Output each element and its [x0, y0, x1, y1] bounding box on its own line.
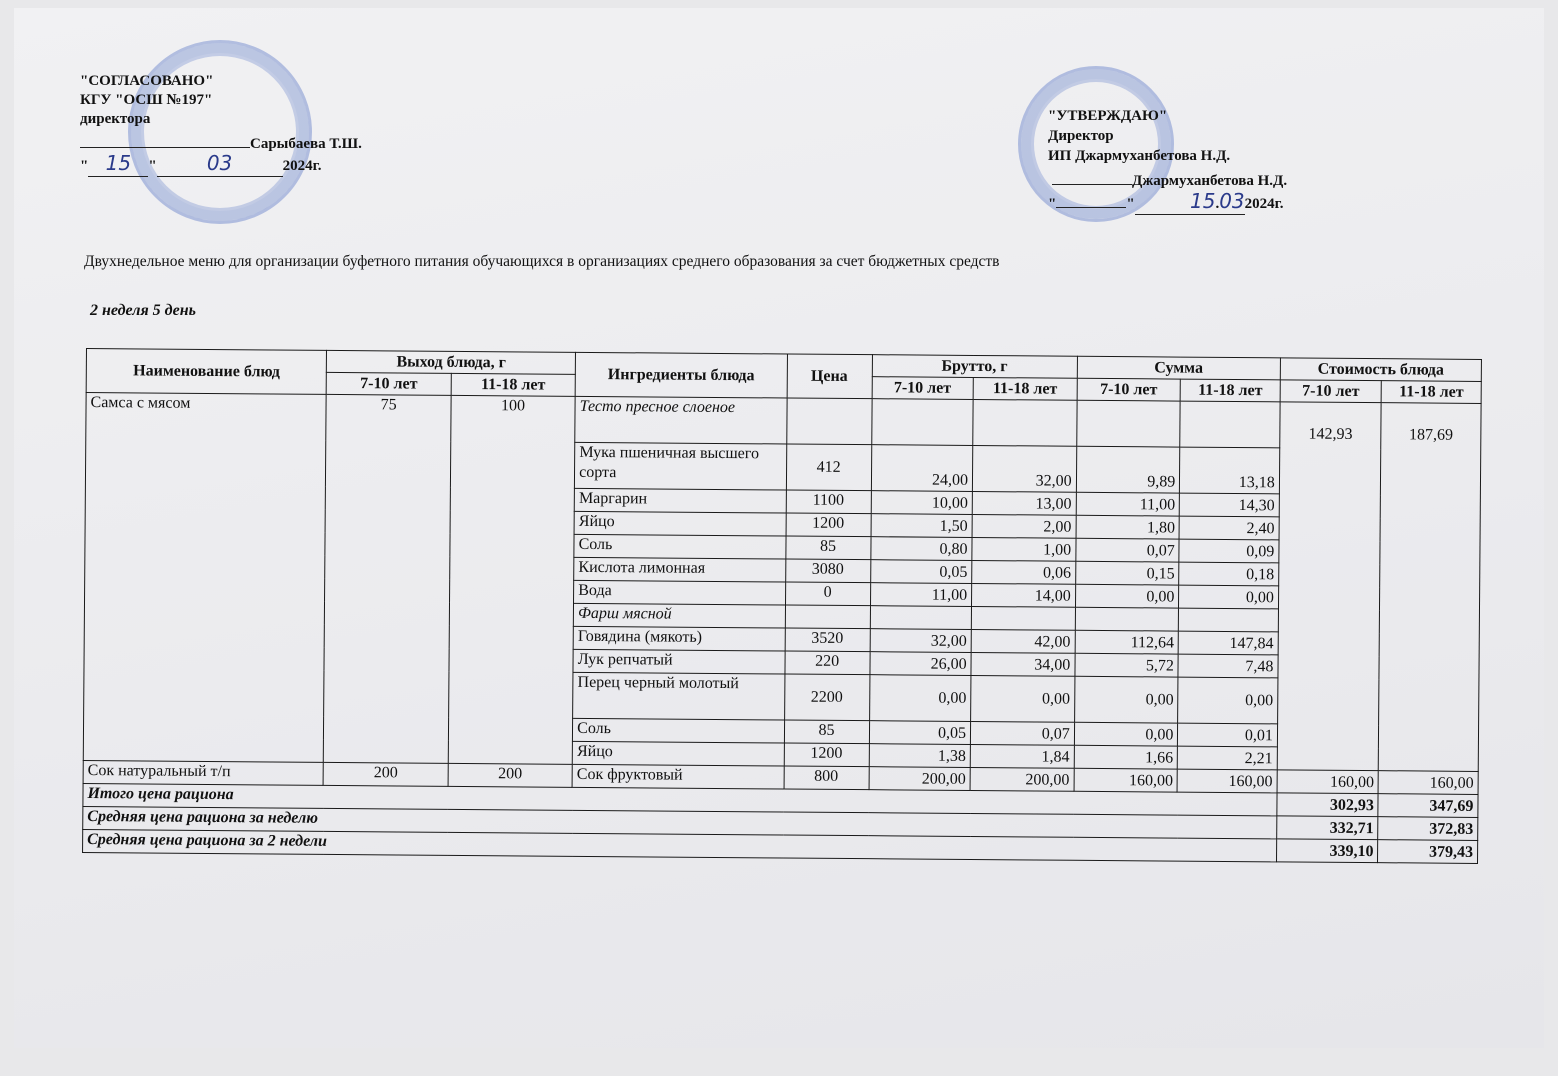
sum-11-18: 0,18: [1179, 562, 1279, 586]
total-7-10: 332,71: [1277, 816, 1379, 840]
ingredient-price: 2200: [784, 674, 869, 721]
sum-11-18: 7,48: [1178, 654, 1278, 678]
dish-cost-7-10: 160,00: [1277, 770, 1379, 794]
signature-right: [1052, 166, 1132, 185]
gross-11-18: 0,06: [972, 560, 1076, 584]
approval-block-left: [80, 72, 362, 177]
header-yield: Выход блюда, г: [327, 350, 576, 374]
sum-7-10: [1075, 607, 1179, 631]
total-7-10: 302,93: [1277, 793, 1379, 817]
header-sum: Сумма: [1077, 356, 1280, 380]
sum-11-18: 0,09: [1179, 539, 1279, 563]
ingredient-price: [786, 398, 871, 445]
ingredient-name: Вода: [574, 580, 786, 605]
approval-right-date: " " 15.032024г.: [1048, 189, 1284, 213]
header-sum-age-11-18: 11-18 лет: [1180, 379, 1280, 402]
gross-11-18: 2,00: [972, 514, 1076, 538]
header-price: Цена: [787, 354, 872, 399]
ingredient-name: Яйцо: [572, 741, 784, 766]
sum-7-10: 0,07: [1076, 538, 1180, 562]
approval-left-heading: "СОГЛАСОВАНО": [80, 73, 214, 89]
total-label: Средняя цена рациона за 2 недели: [83, 829, 1277, 861]
ingredient-name: Тесто пресное слоеное: [575, 396, 787, 444]
dish-name: Самса с мясом: [83, 393, 326, 763]
dish-yield-11-18: 100: [448, 395, 575, 764]
approval-left-month: 03: [206, 151, 233, 175]
approval-right-year: 2024г.: [1244, 196, 1284, 212]
gross-7-10: 10,00: [871, 491, 973, 515]
sum-11-18: 13,18: [1180, 447, 1280, 494]
sum-7-10: 0,15: [1075, 561, 1179, 585]
ingredient-name: Маргарин: [574, 488, 786, 513]
approval-right-name: Джармуханбетова Н.Д.: [1132, 173, 1288, 189]
gross-11-18: [971, 606, 1075, 630]
sum-11-18: 0,01: [1178, 723, 1278, 747]
ingredient-price: [785, 605, 870, 629]
ingredient-name: Фарш мясной: [573, 603, 785, 628]
approval-left-day: 15: [105, 151, 132, 175]
sum-7-10: 0,00: [1074, 722, 1178, 746]
gross-7-10: 0,80: [870, 537, 972, 561]
sum-11-18: 160,00: [1177, 769, 1277, 793]
gross-11-18: 14,00: [972, 583, 1076, 607]
gross-7-10: 1,38: [869, 744, 971, 768]
gross-7-10: 0,00: [869, 675, 971, 722]
approval-left-year: 2024г.: [282, 158, 322, 174]
ingredient-price: 220: [785, 651, 870, 675]
approval-right-position: Директор: [1048, 128, 1114, 144]
ingredient-name: Мука пшеничная высшего сорта: [575, 442, 787, 490]
gross-11-18: 13,00: [972, 491, 1076, 515]
total-11-18: 379,43: [1378, 840, 1478, 864]
header-age-7-10: 7-10 лет: [327, 372, 452, 395]
dish-cost-11-18: 187,69: [1379, 403, 1481, 772]
header-cost: Стоимость блюда: [1280, 358, 1481, 382]
table-row: [86, 393, 1481, 450]
gross-11-18: [973, 399, 1077, 446]
ingredient-name: Соль: [574, 534, 786, 559]
gross-7-10: [871, 399, 973, 446]
header-dish-name: Наименование блюд: [86, 349, 327, 395]
menu-table: [82, 348, 1482, 864]
header-gross-age-11-18: 11-18 лет: [973, 377, 1077, 400]
gross-11-18: 32,00: [972, 445, 1076, 492]
ingredient-name: Соль: [573, 718, 785, 743]
gross-11-18: 1,00: [972, 537, 1076, 561]
gross-7-10: 24,00: [871, 445, 973, 492]
sum-7-10: 0,00: [1075, 584, 1179, 608]
ingredient-name: Перец черный молотый: [573, 672, 785, 720]
signature-left: [80, 129, 250, 148]
sum-7-10: 9,89: [1076, 446, 1180, 493]
gross-11-18: 1,84: [970, 744, 1074, 768]
header-gross-age-7-10: 7-10 лет: [872, 377, 974, 400]
approval-right-day: 15: [1190, 189, 1216, 213]
approval-block-right: [1048, 106, 1287, 215]
total-label: Средняя цена рациона за неделю: [83, 806, 1277, 838]
total-label: Итого цена рациона: [83, 783, 1277, 815]
approval-right-org: ИП Джармуханбетова Н.Д.: [1048, 148, 1231, 164]
header-ingredients: Ингредиенты блюда: [575, 352, 787, 398]
approval-right-signature-line: [1048, 166, 1287, 191]
gross-11-18: 0,07: [971, 721, 1075, 745]
sum-11-18: 14,30: [1180, 493, 1280, 517]
ingredient-name: Говядина (мякоть): [573, 626, 785, 651]
gross-7-10: 1,50: [871, 514, 973, 538]
ingredient-name: Лук репчатый: [573, 649, 785, 674]
ingredient-price: 3080: [785, 559, 870, 583]
week-day-label: 2 неделя 5 день: [90, 302, 196, 319]
ingredient-price: 85: [785, 536, 870, 560]
ingredient-name: Сок фруктовый: [572, 764, 784, 789]
dish-cost-7-10: 142,93: [1277, 402, 1381, 771]
gross-11-18: 42,00: [971, 629, 1075, 653]
ingredient-price: 800: [784, 766, 869, 790]
approval-left-org: КГУ "ОСШ №197": [80, 92, 213, 108]
dish-name: Сок натуральный т/п: [83, 760, 324, 785]
document-title: Двухнедельное меню для организации буфетного питания обучающихся в организациях среднего образования за счет бюджетных средств: [84, 253, 1000, 270]
ingredient-name: Кислота лимонная: [574, 557, 786, 582]
approval-left-name: Сарыбаева Т.Ш.: [250, 136, 362, 152]
gross-7-10: 200,00: [869, 767, 971, 791]
approval-right-heading: "УТВЕРЖДАЮ": [1048, 108, 1168, 124]
ingredient-price: 1200: [786, 513, 871, 537]
ingredient-price: 1100: [786, 490, 871, 514]
ingredient-price: 3520: [785, 628, 870, 652]
header-cost-age-7-10: 7-10 лет: [1280, 380, 1382, 403]
gross-7-10: 11,00: [870, 583, 972, 607]
ingredient-price: 85: [784, 720, 869, 744]
sum-7-10: 112,64: [1075, 630, 1179, 654]
sum-7-10: 1,80: [1076, 515, 1180, 539]
dish-yield-11-18: 200: [448, 763, 573, 787]
dish-cost-11-18: 160,00: [1378, 771, 1478, 795]
sum-11-18: [1179, 608, 1279, 632]
ingredient-price: 0: [785, 582, 870, 606]
approval-left-date: " 15 " 03 2024г.: [80, 151, 322, 175]
sum-11-18: 2,21: [1178, 746, 1278, 770]
sum-7-10: 11,00: [1076, 492, 1180, 516]
approval-left-position: директора: [80, 111, 151, 127]
ingredient-price: 1200: [784, 743, 869, 767]
gross-7-10: 32,00: [870, 629, 972, 653]
total-11-18: 372,83: [1378, 817, 1478, 841]
gross-11-18: 200,00: [970, 767, 1074, 791]
header-age-11-18: 11-18 лет: [451, 373, 576, 396]
gross-7-10: 0,05: [870, 560, 972, 584]
sum-11-18: 0,00: [1179, 585, 1279, 609]
dish-yield-7-10: 200: [324, 762, 449, 786]
sum-11-18: 2,40: [1179, 516, 1279, 540]
header-cost-age-11-18: 11-18 лет: [1382, 381, 1482, 404]
header-sum-age-7-10: 7-10 лет: [1077, 378, 1181, 401]
gross-11-18: 0,00: [971, 675, 1075, 722]
approval-right-month: 03: [1219, 189, 1245, 213]
ingredient-price: 412: [786, 444, 871, 491]
sum-7-10: [1076, 400, 1180, 447]
sum-11-18: [1180, 401, 1280, 448]
sum-11-18: 147,84: [1178, 631, 1278, 655]
dish-yield-7-10: 75: [324, 394, 451, 763]
total-11-18: 347,69: [1378, 794, 1478, 818]
sum-7-10: 160,00: [1074, 768, 1178, 792]
gross-7-10: 26,00: [869, 652, 971, 676]
header-gross: Брутто, г: [872, 355, 1077, 379]
sum-11-18: 0,00: [1178, 677, 1278, 724]
ingredient-name: Яйцо: [574, 511, 786, 536]
sum-7-10: 5,72: [1075, 653, 1179, 677]
gross-7-10: 0,05: [869, 721, 971, 745]
gross-11-18: 34,00: [971, 652, 1075, 676]
gross-7-10: [870, 606, 972, 630]
total-7-10: 339,10: [1276, 839, 1378, 863]
sum-7-10: 1,66: [1074, 745, 1178, 769]
sum-7-10: 0,00: [1074, 676, 1178, 723]
